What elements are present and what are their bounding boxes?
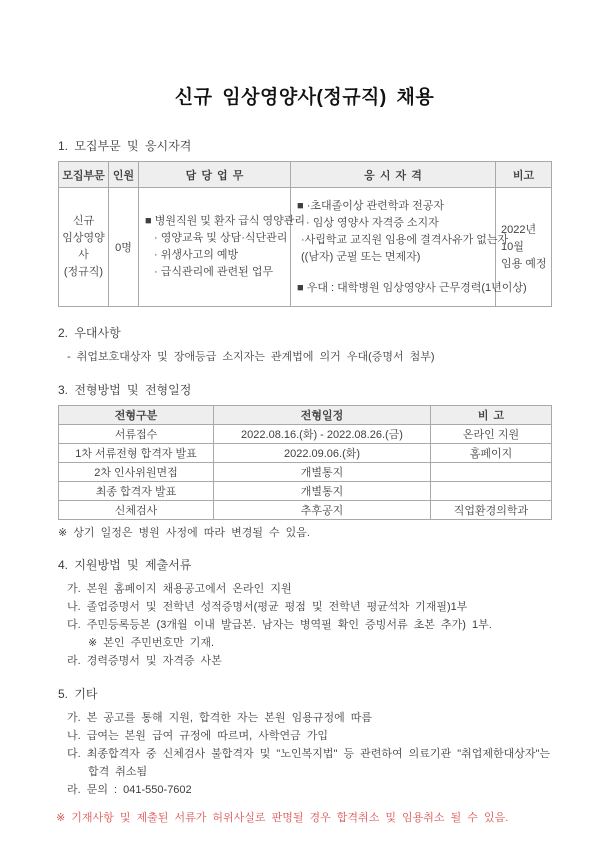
section-5-items: [58, 709, 551, 799]
section-1-heading: 1. 모집부문 및 응시자격: [58, 139, 192, 153]
section-4-item-ra: 라. 경력증명서 및 자격증 사본: [67, 655, 222, 667]
recruitment-table-row: [59, 188, 552, 307]
schedule-row-physical-exam: 신체검사 추후공지 직업환경의학과: [59, 501, 552, 520]
schedule-row-documents: 서류접수 2022.08.16.(화) - 2022.08.26.(금) 온라인 지원: [59, 425, 552, 444]
false-statement-warning: ※ 기재사항 및 제출된 서류가 허위사실로 판명될 경우 합격취소 및 임용취소 될 수 있음.: [56, 812, 509, 824]
col-header-note: 비고: [496, 162, 552, 188]
section-2-item: - 취업보호대상자 및 장애등급 소지자는 관계법에 의거 우대(증명서 첨부): [67, 351, 435, 363]
section-2-heading: 2. 우대사항: [58, 326, 121, 340]
section-5-heading: 5. 기타: [58, 687, 98, 701]
col-header-count: 인원: [109, 162, 139, 188]
cell-note: 2022년10월 임용 예정: [496, 188, 552, 307]
section-5-item-da: 다. 최종합격자 중 신체검사 불합격자 및 "노인복지법" 등 관련하여 의료기관 "취업제한대상자"는: [67, 748, 551, 760]
schedule-table-header-row: [59, 406, 552, 425]
cell-duties: ■ 병원직원 및 환자 급식 영양관리 · 영양교육 및 상담·식단관리 · 위생사고의 예방 · 급식관리에 관련된 업무: [139, 188, 291, 307]
col-header-stage: 전형구분: [59, 406, 214, 425]
section-5-item-na: 나. 급여는 본원 급여 규정에 따르며, 사학연금 가입: [67, 730, 329, 742]
section-3-heading: 3. 전형방법 및 전형일정: [58, 383, 192, 397]
col-header-category: 모집부문: [59, 162, 109, 188]
schedule-row-final-pass: 최종 합격자 발표 개별통지: [59, 482, 552, 501]
section-4-item-na: 나. 졸업증명서 및 전학년 성적증명서(평균 평점 및 전학년 평균석차 기재필)1부: [67, 601, 468, 613]
section-5-item-da-continuation: 합격 취소됨: [88, 766, 148, 778]
recruitment-table: [58, 161, 552, 307]
col-header-remark: 비 고: [431, 406, 552, 425]
col-header-schedule: 전형일정: [214, 406, 431, 425]
section-4-items: [58, 580, 551, 670]
schedule-row-first-pass: 1차 서류전형 합격자 발표 2022.09.06.(화) 홈페이지: [59, 444, 552, 463]
cell-qualifications: ■ ·초대졸이상 관련학과 전공자 · 임상 영양사 자격증 소지자 ·사립학교 교직원 임용에 결격사유가 없는자 ((남자) 군필 또는 면제자) ■ 우대 : 대학병원 임상영양사 근무경력(1년이상): [291, 188, 496, 307]
section-4-heading: 4. 지원방법 및 제출서류: [58, 558, 192, 572]
section-5-item-ra: 라. 문의 : 041-550-7602: [67, 784, 192, 796]
section-4-item-da: 다. 주민등록등본 (3개월 이내 발급본. 남자는 병역필 확인 증빙서류 초본 추가) 1부.: [67, 619, 492, 631]
page-title: 신규 임상영양사(정규직) 채용: [174, 87, 435, 108]
col-header-duties: 담 당 업 무: [139, 162, 291, 188]
section-4-item-da-note: ※ 본인 주민번호만 기재.: [88, 637, 215, 649]
schedule-table: [58, 405, 552, 520]
schedule-note: ※ 상기 일정은 병원 사정에 따라 변경될 수 있음.: [58, 527, 310, 539]
section-4-item-ga: 가. 본원 홈페이지 채용공고에서 온라인 지원: [67, 583, 292, 595]
schedule-row-interview: 2차 인사위원면접 개별통지: [59, 463, 552, 482]
cell-category: 신규 임상영양사 (정규직): [59, 188, 109, 307]
recruitment-table-header-row: [59, 162, 552, 188]
section-5-item-ga: 가. 본 공고를 통해 지원, 합격한 자는 본원 임용규정에 따름: [67, 712, 373, 724]
col-header-qualifications: 응 시 자 격: [291, 162, 496, 188]
cell-count: 0명: [109, 188, 139, 307]
